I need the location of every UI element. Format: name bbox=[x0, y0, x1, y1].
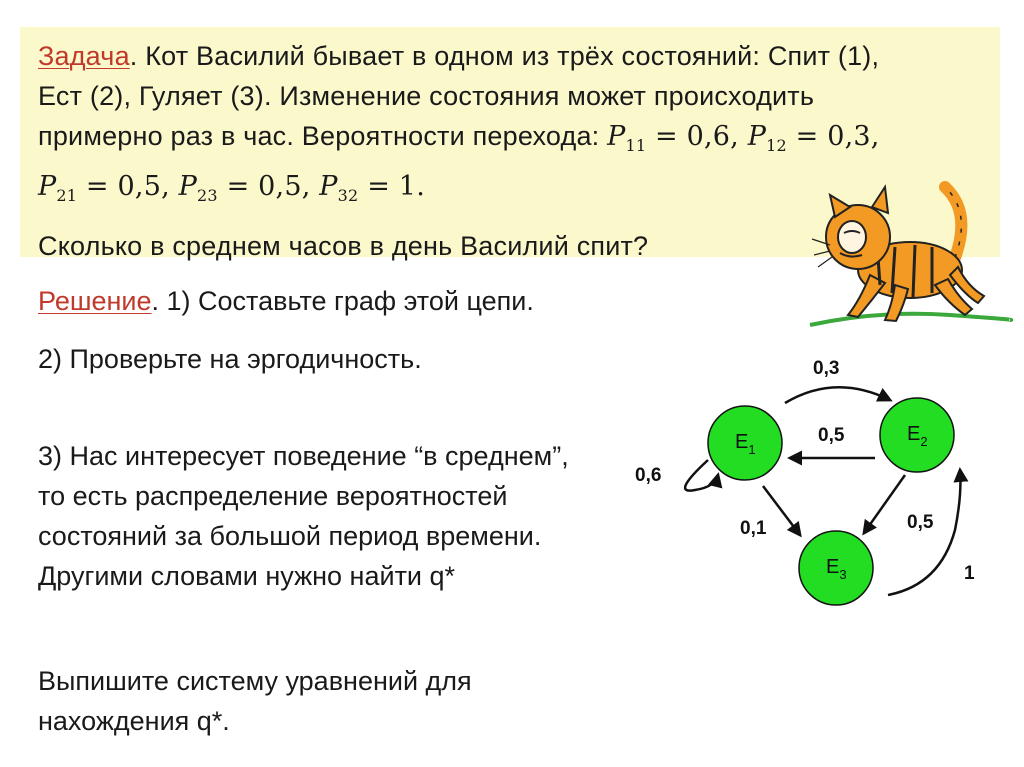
label-e3-e2: 1 bbox=[964, 563, 975, 584]
node-e3-label: $E_3$ bbox=[826, 556, 847, 582]
label-e1-e2: 0,3 bbox=[813, 358, 840, 379]
solution-label: Решение bbox=[38, 286, 152, 316]
label-e1-e1: 0,6 bbox=[635, 465, 662, 486]
solution-step-3: 3) Нас интересует поведение “в среднем”, то есть распределение вероятностей состояний за большой период времени. Другими словами нужно найти q* bbox=[38, 441, 569, 591]
cat-illustration bbox=[800, 175, 1015, 345]
edge-e1-e3 bbox=[763, 486, 800, 535]
formula-p12: $P_{12} = 0,3$, bbox=[747, 121, 880, 155]
node-e2-label: $E_2$ bbox=[907, 423, 928, 449]
solution-step-1 bbox=[38, 281, 534, 321]
label-e2-e3: 0,5 bbox=[907, 512, 934, 533]
formula-p21: $P_{21} = 0,5$, bbox=[38, 171, 179, 205]
edge-e1-e2 bbox=[785, 387, 890, 403]
edge-e2-e3 bbox=[864, 475, 905, 533]
label-e1-e3: 0,1 bbox=[740, 518, 767, 539]
task-line-2: Ест (2), Гуляет (3). Изменение состояния может происходить bbox=[38, 81, 815, 111]
task-line-3 bbox=[38, 116, 998, 166]
solution-step-2: 2) Проверьте на эргодичность. bbox=[38, 344, 422, 374]
formula-p11: $P_{11} = 0,6$, bbox=[607, 121, 748, 155]
markov-chain-graph bbox=[600, 355, 1020, 655]
task-line-3-text: примерно раз в час. Вероятности перехода: bbox=[38, 121, 608, 151]
formula-p32: $P_{32} = 1$. bbox=[319, 171, 425, 205]
task-question: Сколько в среднем часов в день Василий спит? bbox=[38, 231, 649, 261]
solution-step-1-text: . 1) Составьте граф этой цепи. bbox=[151, 286, 534, 316]
formula-p23: $P_{23} = 0,5$, bbox=[178, 171, 320, 205]
solution-step-4: Выпишите систему уравнений для нахождения q*. bbox=[38, 666, 472, 736]
label-e2-e1: 0,5 bbox=[818, 425, 845, 446]
task-label: Задача bbox=[38, 41, 130, 71]
edge-e1-e1 bbox=[685, 460, 718, 491]
task-line-1-text: . Кот Василий бывает в одном из трёх состояний: Спит (1), bbox=[129, 41, 880, 71]
node-e1-label: $E_1$ bbox=[735, 431, 756, 457]
task-line-1 bbox=[38, 36, 998, 76]
